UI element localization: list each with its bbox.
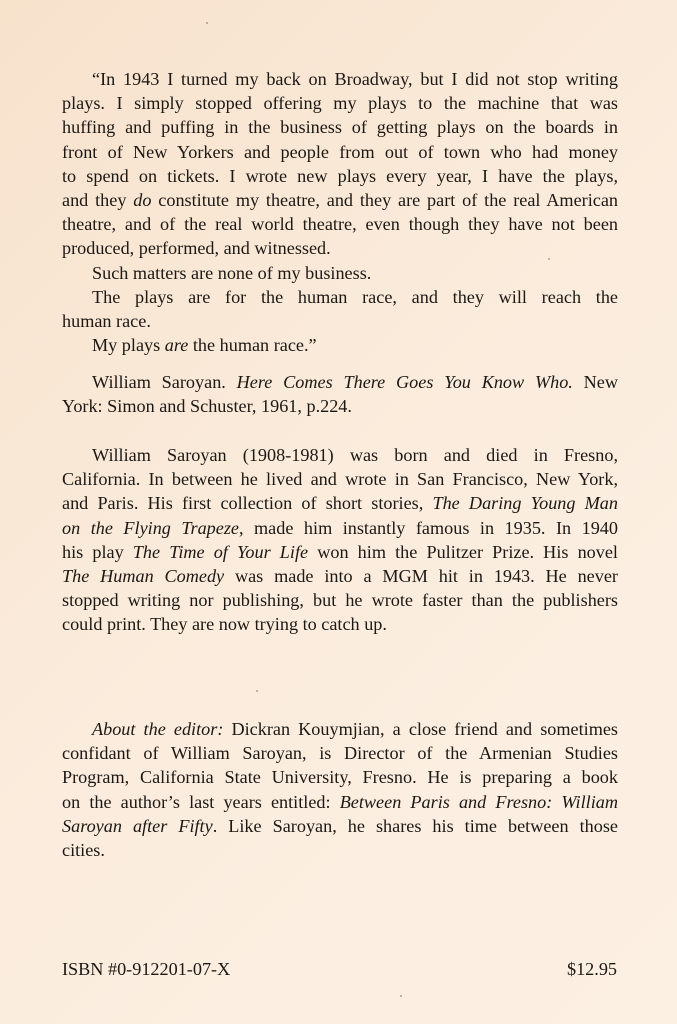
text-line: York: Simon and Schuster, 1961, p.224. bbox=[62, 396, 352, 417]
text-line: huffing and puffing in the business of getting plays on the boards in bbox=[62, 117, 618, 138]
isbn-number: ISBN #0-912201-07-X bbox=[62, 959, 231, 979]
text-line: confidant of William Saroyan, is Director of the Armenian Studies bbox=[62, 743, 618, 764]
text-line: Such matters are none of my business. bbox=[92, 262, 372, 283]
text-line: to spend on tickets. I wrote new plays every year, I have the plays, bbox=[62, 165, 618, 186]
text-line: “In 1943 I turned my back on Broadway, but I did not stop writing bbox=[92, 69, 618, 89]
about-the-editor bbox=[62, 717, 618, 862]
text-line: plays. I simply stopped offering my plays to the machine that was bbox=[62, 93, 618, 114]
author-biography bbox=[62, 443, 618, 637]
text-line: cities. bbox=[62, 840, 105, 861]
paper-speck bbox=[206, 22, 208, 24]
text-line: William Saroyan. Here Comes There Goes You Know Who. New bbox=[92, 372, 619, 392]
text-line: and Paris. His first collection of short stories, The Daring Young Man bbox=[62, 493, 618, 514]
text-line: human race. bbox=[62, 311, 151, 332]
price-label: $12.95 bbox=[566, 959, 617, 979]
text-line: on the Flying Trapeze, made him instantly famous in 1935. In 1940 bbox=[62, 517, 618, 538]
paper-speck bbox=[548, 258, 550, 260]
text-line: on the author’s last years entitled: Between Paris and Fresno: William bbox=[62, 791, 618, 812]
text-line: and they do constitute my theatre, and they are part of the real American bbox=[62, 190, 618, 211]
text-line: The plays are for the human race, and they will reach the bbox=[92, 286, 618, 307]
paper-speck bbox=[400, 995, 402, 997]
text-line: William Saroyan (1908-1981) was born and died in Fresno, bbox=[92, 445, 618, 465]
paper-speck bbox=[256, 690, 258, 692]
text-line: My plays are the human race.” bbox=[92, 335, 317, 356]
saroyan-quote bbox=[62, 67, 618, 357]
text-line: could print. They are now trying to catch up. bbox=[62, 614, 387, 635]
quote-citation bbox=[62, 370, 618, 418]
text-line: The Human Comedy was made into a MGM hit in 1943. He never bbox=[62, 566, 618, 587]
text-line: Program, California State University, Fresno. He is preparing a book bbox=[62, 767, 618, 788]
text-line: California. In between he lived and wrote in San Francisco, New York, bbox=[62, 469, 618, 490]
text-line: stopped writing nor publishing, but he wrote faster than the publishers bbox=[62, 590, 618, 611]
text-line: About the editor: Dickran Kouymjian, a close friend and sometimes bbox=[92, 719, 618, 739]
text-line: theatre, and of the real world theatre, even though they have not been bbox=[62, 214, 618, 235]
text-line: front of New Yorkers and people from out of town who had money bbox=[62, 141, 618, 162]
text-line: Saroyan after Fifty. Like Saroyan, he shares his time between those bbox=[62, 815, 619, 836]
text-line: produced, performed, and witnessed. bbox=[62, 238, 331, 259]
text-line: his play The Time of Your Life won him the Pulitzer Prize. His novel bbox=[62, 541, 618, 562]
